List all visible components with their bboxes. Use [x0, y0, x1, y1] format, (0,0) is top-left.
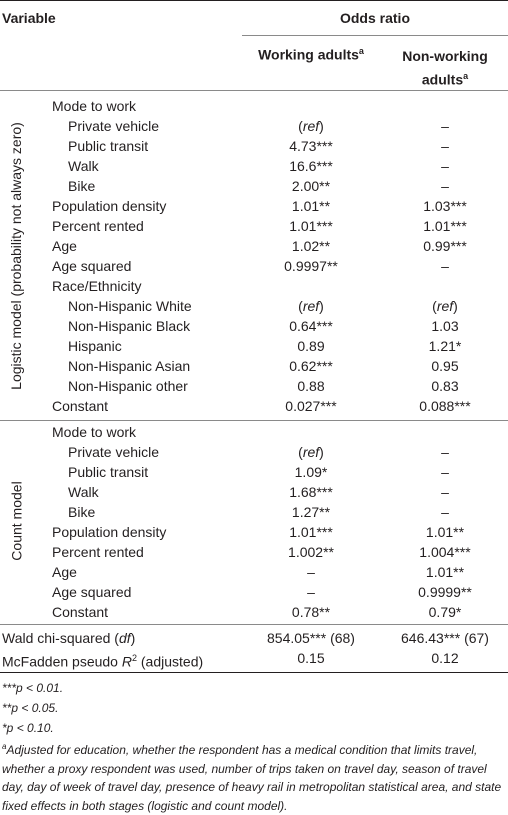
table-row: [0, 542, 508, 562]
table-bottom-rule: [0, 672, 508, 673]
table-row: [0, 562, 508, 582]
summary-divider: [0, 624, 508, 625]
row-label: Walk: [68, 484, 99, 500]
header-variable: Variable: [2, 10, 56, 26]
table-row: [0, 336, 508, 356]
working-adults-value: 1.01***: [289, 524, 333, 540]
table-row: [0, 316, 508, 336]
table-row: [0, 502, 508, 522]
working-adults-value: –: [307, 564, 315, 580]
row-label: Mode to work: [52, 424, 137, 440]
non-working-adults-value: 0.9999**: [418, 584, 472, 600]
table-row: [0, 582, 508, 602]
row-label: Constant: [52, 604, 109, 620]
non-working-adults-value: –: [441, 118, 449, 134]
table-row: [0, 236, 508, 256]
working-adults-value: 1.002**: [288, 544, 334, 560]
mcfadden-nonworking: 0.12: [431, 650, 459, 666]
non-working-adults-value: 1.004***: [419, 544, 471, 560]
working-adults-value: 0.89: [297, 338, 325, 354]
row-label: Age: [52, 564, 77, 580]
row-label: Age squared: [52, 258, 132, 274]
working-adults-value: –: [307, 584, 315, 600]
non-working-adults-value: (ref): [432, 298, 458, 314]
non-working-adults-value: 1.03***: [423, 198, 467, 214]
table-row: [0, 156, 508, 176]
non-working-adults-value: –: [441, 258, 449, 274]
non-working-adults-value: 1.01***: [423, 218, 467, 234]
working-adults-value: 1.68***: [289, 484, 333, 500]
non-working-adults-value: 1.01**: [425, 564, 465, 580]
table-row: [0, 602, 508, 622]
working-adults-value: (ref): [298, 444, 324, 460]
working-adults-value: 0.9997**: [284, 258, 338, 274]
table-row: [0, 96, 508, 116]
wald-working: 854.05*** (68): [267, 630, 355, 646]
table-row: [0, 216, 508, 236]
table-row: [0, 422, 508, 442]
row-label: Walk: [68, 158, 99, 174]
footnote-a: $^a$Adjusted for education, whether the respondent has a medical condition that limits travel, whether a proxy respondent was used, number of trips taken on travel day, season of travel day, day of week of travel day, presence of heavy rail in metropolitan statistical area, and state fixed effects in both stages (logistic and count model).: [2, 742, 502, 813]
non-working-adults-value: 0.83: [431, 378, 459, 394]
header-bottom-rule: [0, 90, 508, 91]
table-row: [0, 196, 508, 216]
table-row: [0, 462, 508, 482]
working-adults-value: 1.09*: [294, 464, 328, 480]
table-row: [0, 442, 508, 462]
working-adults-value: 0.78**: [291, 604, 331, 620]
working-adults-value: 0.62***: [289, 358, 333, 374]
non-working-adults-value: –: [441, 504, 449, 520]
table-row: [0, 296, 508, 316]
row-label: Non-Hispanic White: [68, 298, 192, 314]
working-adults-value: 1.02**: [291, 238, 331, 254]
section-divider: [0, 420, 508, 421]
table-row: [0, 482, 508, 502]
row-label: Non-Hispanic other: [68, 378, 188, 394]
count-model-label: Count model: [8, 481, 25, 561]
working-adults-value: (ref): [298, 298, 324, 314]
footnote-p005: **p < 0.05.: [2, 701, 59, 715]
non-working-adults-value: –: [441, 484, 449, 500]
non-working-adults-value: –: [441, 178, 449, 194]
mcfadden-row: [0, 648, 508, 668]
working-adults-value: 1.01***: [289, 218, 333, 234]
non-working-adults-value: 1.03: [431, 318, 459, 334]
working-adults-value: 16.6***: [289, 158, 333, 174]
row-label: Bike: [68, 178, 96, 194]
wald-row: [0, 628, 508, 648]
table-row: [0, 176, 508, 196]
row-label: Population density: [52, 198, 167, 214]
footnote-p001: ***p < 0.01.: [2, 681, 64, 695]
row-label: Age squared: [52, 584, 132, 600]
header-odds-ratio: Odds ratio: [339, 10, 410, 26]
non-working-adults-value: –: [441, 444, 449, 460]
row-label: Private vehicle: [68, 118, 160, 134]
header-working-adults: Working adults$^a$: [258, 46, 364, 63]
non-working-adults-value: –: [441, 464, 449, 480]
non-working-adults-value: 0.088***: [419, 398, 471, 414]
wald-nonworking: 646.43*** (67): [401, 630, 489, 646]
row-label: Age: [52, 238, 77, 254]
row-label: Public transit: [68, 138, 149, 154]
table-row: [0, 356, 508, 376]
row-label: Mode to work: [52, 98, 137, 114]
mcfadden-working: 0.15: [297, 650, 325, 666]
table-row: [0, 276, 508, 296]
table-row: [0, 396, 508, 416]
row-label: Percent rented: [52, 544, 144, 560]
table-row: [0, 522, 508, 542]
table-top-rule: [0, 0, 508, 1]
row-label: Hispanic: [68, 338, 122, 354]
row-label: Bike: [68, 504, 96, 520]
row-label: Non-Hispanic Asian: [68, 358, 191, 374]
row-label: Percent rented: [52, 218, 144, 234]
logistic-model-label: Logistic model (probability not always zero): [7, 122, 24, 390]
working-adults-value: 1.27**: [291, 504, 331, 520]
row-label: Race/Ethnicity: [52, 278, 142, 294]
table-row: [0, 376, 508, 396]
row-label: Population density: [52, 524, 167, 540]
non-working-adults-value: 1.21*: [428, 338, 462, 354]
row-label: Public transit: [68, 464, 149, 480]
non-working-adults-value: 0.99***: [423, 238, 467, 254]
header-divider: [242, 35, 508, 36]
wald-label: Wald chi-squared (df): [2, 630, 136, 646]
footnote-p010: *p < 0.10.: [2, 721, 54, 735]
non-working-adults-value: –: [441, 158, 449, 174]
working-adults-value: (ref): [298, 118, 324, 134]
table-row: [0, 256, 508, 276]
non-working-adults-value: 1.01**: [425, 524, 465, 540]
working-adults-value: 1.01**: [291, 198, 331, 214]
working-adults-value: 2.00**: [291, 178, 331, 194]
header-non-working-adults: Non-working adults$^a$: [402, 48, 488, 88]
working-adults-value: 0.64***: [289, 318, 333, 334]
table-row: [0, 116, 508, 136]
mcfadden-label: McFadden pseudo $R^2$ (adjusted): [2, 653, 204, 670]
row-label: Private vehicle: [68, 444, 160, 460]
working-adults-value: 0.027***: [285, 398, 337, 414]
row-label: Constant: [52, 398, 109, 414]
non-working-adults-value: 0.95: [431, 358, 459, 374]
row-label: Non-Hispanic Black: [68, 318, 191, 334]
working-adults-value: 4.73***: [289, 138, 333, 154]
table-row: [0, 136, 508, 156]
working-adults-value: 0.88: [297, 378, 325, 394]
non-working-adults-value: –: [441, 138, 449, 154]
non-working-adults-value: 0.79*: [428, 604, 462, 620]
